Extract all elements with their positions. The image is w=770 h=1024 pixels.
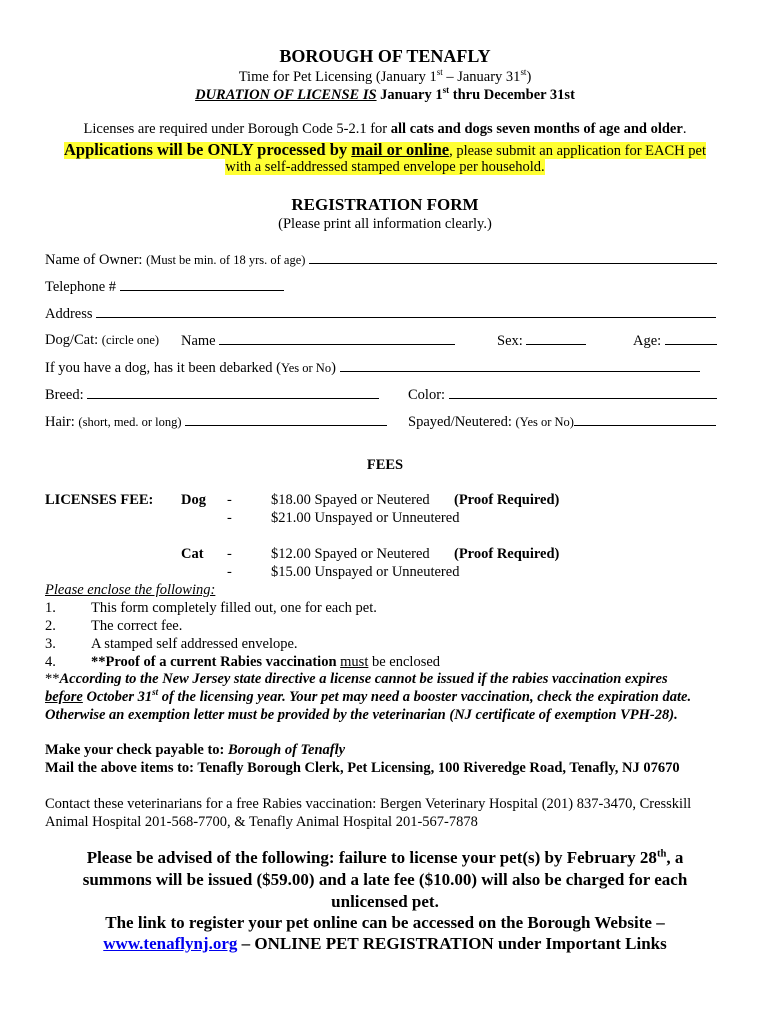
online-registration-link-line: www.tenaflynj.org – ONLINE PET REGISTRATION under Important Links — [103, 934, 667, 953]
rabies-note: **According to the New Jersey state directive a license cannot be issued if the rabies vaccination expires — [45, 671, 668, 687]
mail-address: Mail the above items to: Tenafly Borough Clerk, Pet Licensing, 100 Riveredge Road, Tenafly, NJ 07670 — [45, 760, 680, 776]
dog-fee-spayed: $18.00 Spayed or Neutered (Proof Required) — [271, 492, 560, 508]
licenses-fee-label: LICENSES FEE: — [45, 492, 154, 508]
late-fee-notice-cont: summons will be issued ($59.00) and a late fee ($10.00) will also be charged for each — [82, 870, 688, 889]
sex-row: Sex: — [497, 332, 586, 350]
debarked-field[interactable] — [340, 359, 700, 372]
breed-field[interactable] — [87, 386, 379, 399]
dash: - — [227, 492, 232, 508]
page-title: BOROUGH OF TENAFLY — [279, 46, 491, 66]
address-field[interactable] — [96, 305, 716, 318]
dash: - — [227, 510, 232, 526]
debarked-row: If you have a dog, has it been debarked (Yes or No) — [45, 359, 700, 377]
address-row: Address — [45, 305, 716, 323]
color-row: Color: — [408, 386, 717, 404]
online-registration-notice: The link to register your pet online can be accessed on the Borough Website – — [105, 913, 665, 932]
list-item-number: 2. — [45, 618, 56, 634]
vet-contact-cont: Animal Hospital 201-568-7700, & Tenafly Animal Hospital 201-567-7878 — [45, 814, 478, 830]
application-notice: Applications will be ONLY processed by mail or online, please submit an application for EACH pet — [64, 140, 706, 159]
registration-form-title: REGISTRATION FORM — [291, 195, 479, 214]
list-item: A stamped self addressed envelope. — [91, 636, 298, 652]
dog-label: Dog — [181, 492, 206, 508]
late-fee-notice-end: unlicensed pet. — [331, 892, 439, 911]
dog-fee-unspayed: $21.00 Unspayed or Unneutered — [271, 510, 460, 526]
check-payable: Make your check payable to: Borough of Tenafly — [45, 742, 346, 758]
list-item-number: 4. — [45, 654, 56, 670]
telephone-field[interactable] — [120, 278, 284, 291]
vet-contact: Contact these veterinarians for a free Rabies vaccination: Bergen Veterinary Hospital (201) 837-3470, Cresskill — [45, 796, 692, 812]
age-field[interactable] — [665, 332, 717, 345]
list-item: The correct fee. — [91, 618, 183, 634]
license-duration: DURATION OF LICENSE IS January 1st thru December 31st — [195, 85, 575, 103]
list-item-number: 1. — [45, 600, 56, 616]
registration-form-subtitle: (Please print all information clearly.) — [278, 216, 492, 232]
age-row: Age: — [633, 332, 717, 350]
list-item: This form completely filled out, one for each pet. — [91, 600, 377, 616]
hair-row: Hair: (short, med. or long) — [45, 413, 387, 431]
spayed-field[interactable] — [574, 413, 716, 426]
late-fee-notice: Please be advised of the following: failure to license your pet(s) by February 28th, a — [86, 848, 684, 867]
licensing-period: Time for Pet Licensing (January 1st – January 31st) — [238, 67, 532, 85]
license-requirement: Licenses are required under Borough Code 5-2.1 for all cats and dogs seven months of age and older. — [83, 121, 687, 137]
borough-website-link[interactable]: www.tenaflynj.org — [103, 934, 238, 953]
rabies-note-cont: before October 31st of the licensing year. Your pet may need a booster vaccination, check the expiration date. — [45, 687, 692, 705]
cat-label: Cat — [181, 546, 204, 562]
owner-name-field[interactable] — [309, 251, 717, 264]
breed-row: Breed: — [45, 386, 379, 404]
dash: - — [227, 564, 232, 580]
pet-name-row: Name — [181, 332, 455, 350]
enclose-heading: Please enclose the following: — [45, 582, 216, 598]
application-notice-cont: with a self-addressed stamped envelope per household. — [225, 159, 545, 175]
dash: - — [227, 546, 232, 562]
sex-field[interactable] — [526, 332, 586, 345]
cat-fee-spayed: $12.00 Spayed or Neutered (Proof Required) — [271, 546, 560, 562]
cat-fee-unspayed: $15.00 Unspayed or Unneutered — [271, 564, 460, 580]
owner-row: Name of Owner: (Must be min. of 18 yrs. of age) — [45, 251, 717, 269]
telephone-row: Telephone # — [45, 278, 284, 296]
spayed-row: Spayed/Neutered: (Yes or No) — [408, 413, 716, 431]
color-field[interactable] — [449, 386, 717, 399]
exemption-note: Otherwise an exemption letter must be provided by the veterinarian (NJ certificate of exemption VPH-28). — [45, 707, 678, 723]
list-item-number: 3. — [45, 636, 56, 652]
fees-heading: FEES — [366, 457, 404, 473]
dogcat-row: Dog/Cat: (circle one) — [45, 332, 160, 348]
list-item: **Proof of a current Rabies vaccination must be enclosed — [91, 654, 441, 670]
pet-name-field[interactable] — [219, 332, 455, 345]
hair-field[interactable] — [185, 413, 387, 426]
